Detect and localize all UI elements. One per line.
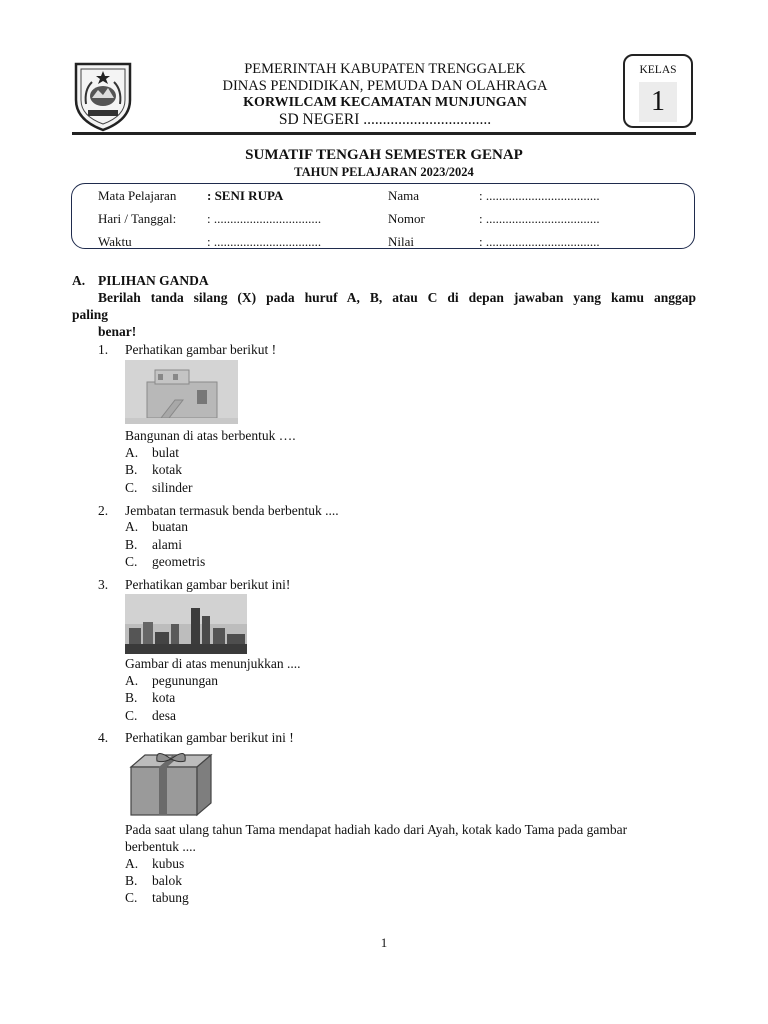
- number-field: : ...................................: [479, 211, 600, 226]
- gift-box-image: [125, 747, 217, 819]
- option-letter: A.: [125, 445, 139, 460]
- option-text: kota: [152, 690, 176, 705]
- class-number: 1: [639, 82, 677, 122]
- question-number: 2.: [98, 503, 109, 518]
- option-letter: B.: [125, 690, 138, 705]
- option-letter: C.: [125, 708, 138, 723]
- option-letter: C.: [125, 890, 138, 905]
- time-label: Waktu: [98, 234, 132, 249]
- option-text: silinder: [152, 480, 193, 495]
- regency-emblem-logo: [68, 60, 138, 132]
- question-text: Bangunan di atas berbentuk ….: [125, 428, 296, 443]
- date-label: Hari / Tanggal:: [98, 211, 177, 226]
- option-letter: C.: [125, 554, 138, 569]
- option-text: geometris: [152, 554, 206, 569]
- option-text: bulat: [152, 445, 179, 460]
- time-field: : .................................: [207, 234, 322, 249]
- number-label: Nomor: [388, 211, 425, 226]
- date-field: : .................................: [207, 211, 322, 226]
- question-prompt: Perhatikan gambar berikut ini!: [125, 577, 291, 592]
- exam-title: SUMATIF TENGAH SEMESTER GENAP: [245, 147, 523, 163]
- option-text: kotak: [152, 462, 182, 477]
- page-number: 1: [380, 935, 388, 950]
- letterhead-school: SD NEGERI .................................: [278, 111, 492, 128]
- question-number: 1.: [98, 342, 109, 357]
- letterhead-divider: [72, 132, 696, 135]
- option-letter: A.: [125, 856, 139, 871]
- option-text: alami: [152, 537, 182, 552]
- score-label: Nilai: [388, 234, 414, 249]
- question-prompt: Perhatikan gambar berikut !: [125, 342, 277, 357]
- instruction-line-3: benar!: [98, 324, 137, 339]
- subject-label: Mata Pelajaran: [98, 188, 177, 203]
- letterhead-department: DINAS PENDIDIKAN, PEMUDA DAN OLAHRAGA: [222, 78, 548, 94]
- option-text: pegunungan: [152, 673, 218, 688]
- option-letter: B.: [125, 537, 138, 552]
- option-text: desa: [152, 708, 176, 723]
- name-label: Nama: [388, 188, 420, 203]
- building-image: [125, 360, 238, 424]
- question-number: 3.: [98, 577, 109, 592]
- question-text-line-2: berbentuk ....: [125, 839, 196, 854]
- option-text: balok: [152, 873, 182, 888]
- section-letter: A.: [72, 273, 86, 288]
- option-text: kubus: [152, 856, 185, 871]
- exam-academic-year: TAHUN PELAJARAN 2023/2024: [294, 165, 474, 179]
- question-number: 4.: [98, 730, 109, 745]
- letterhead-korwilcam: KORWILCAM KECAMATAN MUNJUNGAN: [243, 95, 527, 110]
- option-letter: A.: [125, 673, 139, 688]
- class-badge: [623, 54, 693, 128]
- option-text: tabung: [152, 890, 189, 905]
- subject-value: : SENI RUPA: [207, 188, 284, 203]
- option-letter: B.: [125, 873, 138, 888]
- question-prompt: Perhatikan gambar berikut ini !: [125, 730, 294, 745]
- section-heading: PILIHAN GANDA: [98, 273, 209, 288]
- instruction-line-2: paling: [72, 307, 109, 322]
- option-letter: C.: [125, 480, 138, 495]
- option-text: buatan: [152, 519, 188, 534]
- instruction-line-1: Berilah tanda silang (X) pada huruf A, B, atau C di depan jawaban yang kamu anggap: [98, 290, 696, 305]
- class-label: KELAS: [639, 64, 677, 76]
- city-skyline-image: [125, 594, 247, 654]
- option-letter: A.: [125, 519, 139, 534]
- name-field: : ...................................: [479, 188, 600, 203]
- question-prompt: Jembatan termasuk benda berbentuk ....: [125, 503, 339, 518]
- letterhead-government: PEMERINTAH KABUPATEN TRENGGALEK: [244, 61, 526, 77]
- question-text-line-1: Pada saat ulang tahun Tama mendapat hadiah kado dari Ayah, kotak kado Tama pada gambar: [125, 822, 628, 837]
- score-field: : ...................................: [479, 234, 600, 249]
- question-text: Gambar di atas menunjukkan ....: [125, 656, 301, 671]
- option-letter: B.: [125, 462, 138, 477]
